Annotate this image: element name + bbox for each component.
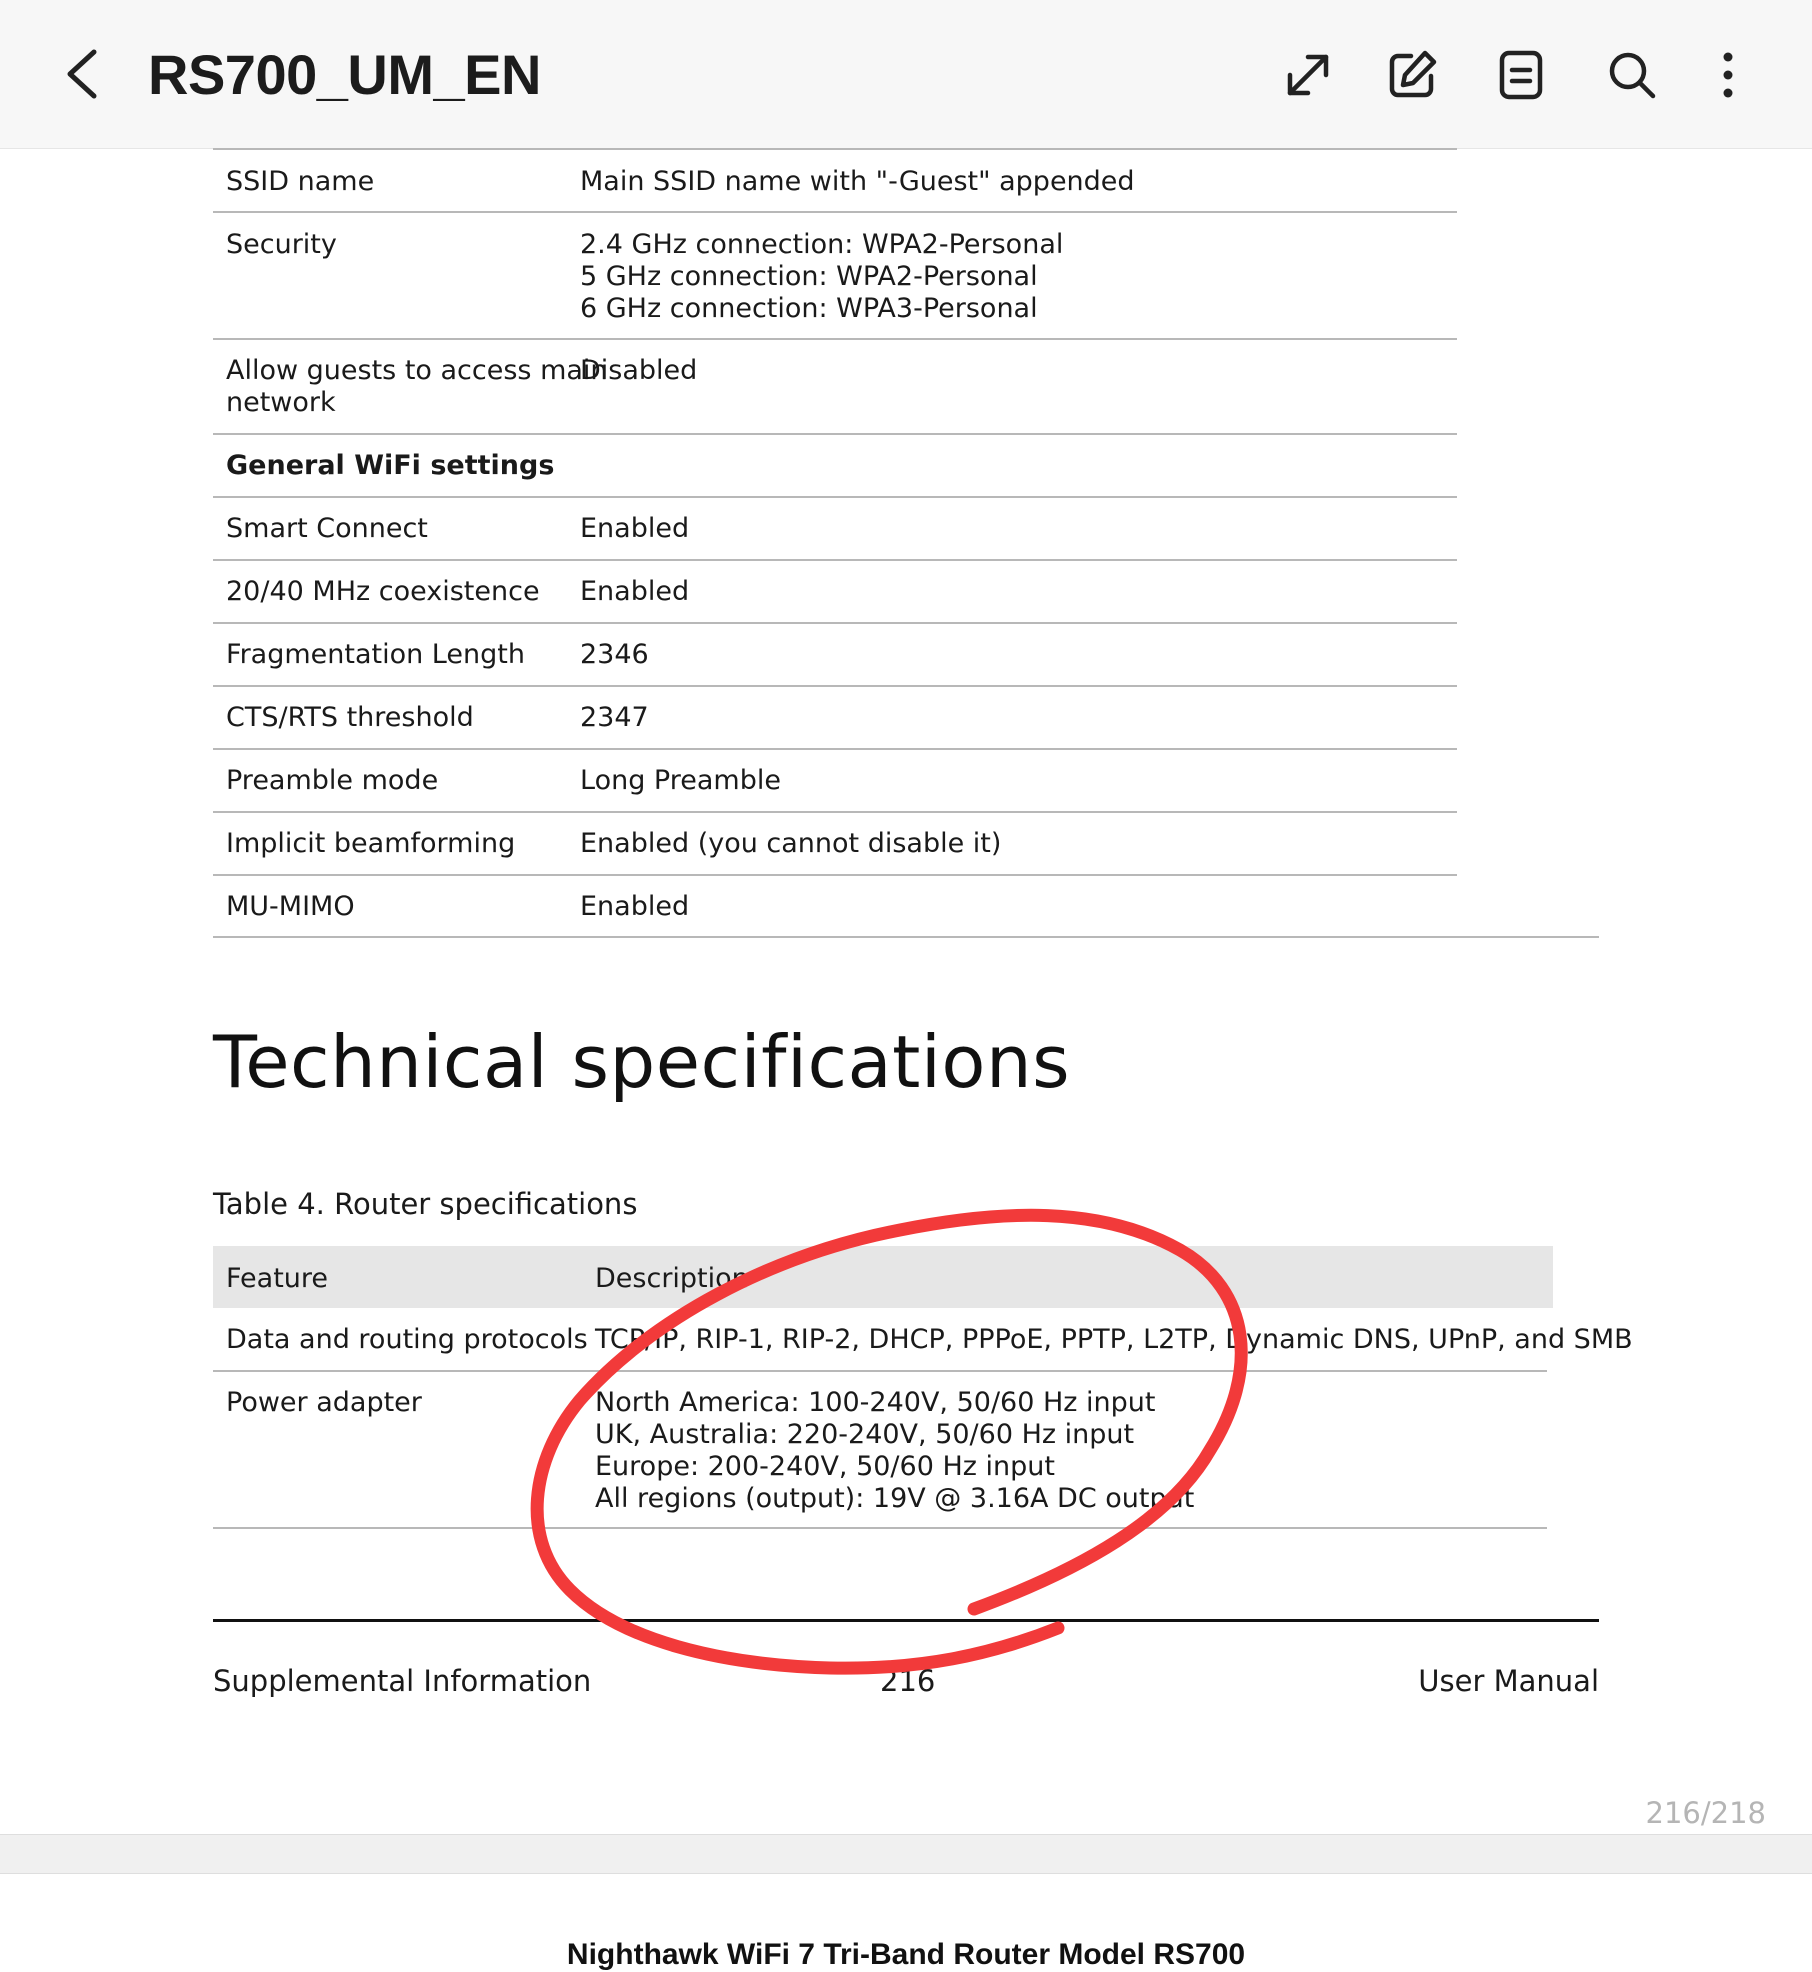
column-header-feature: Feature	[226, 1263, 329, 1294]
setting-value: 2346	[580, 639, 649, 670]
table-rule	[213, 496, 1457, 498]
table-rule	[213, 1370, 1547, 1372]
table-rule	[213, 148, 1457, 150]
footer-page-number: 216	[880, 1664, 936, 1698]
table-rule	[213, 559, 1457, 561]
app-bar	[0, 0, 1812, 149]
notes-icon[interactable]	[1493, 47, 1549, 103]
table-rule	[213, 685, 1457, 687]
setting-label: CTS/RTS threshold	[226, 702, 474, 733]
setting-label: Preamble mode	[226, 765, 439, 796]
setting-label: Implicit beamforming	[226, 828, 516, 859]
page-separator	[0, 1834, 1812, 1874]
spec-description: North America: 100-240V, 50/60 Hz input UK, Australia: 220-240V, 50/60 Hz input Europe: 200-240V, 50/60 Hz input All regions (output): 19V @ 3.16A DC output	[595, 1387, 1195, 1514]
section-row-heading: General WiFi settings	[226, 450, 555, 481]
table-rule	[213, 874, 1457, 876]
spec-feature: Power adapter	[226, 1387, 422, 1418]
setting-value: Enabled	[580, 891, 690, 922]
setting-value: Enabled (you cannot disable it)	[580, 828, 1002, 859]
setting-value: 2347	[580, 702, 649, 733]
setting-label: MU-MIMO	[226, 891, 355, 922]
setting-value: Long Preamble	[580, 765, 781, 796]
setting-value: Disabled	[580, 355, 698, 386]
table-rule	[213, 622, 1457, 624]
back-chevron-icon[interactable]	[58, 44, 118, 104]
table-header	[213, 1246, 1553, 1308]
setting-label: 20/40 MHz coexistence	[226, 576, 540, 607]
table-rule	[213, 433, 1457, 435]
next-page-title: Nighthawk WiFi 7 Tri-Band Router Model RS700	[566, 1938, 1246, 1971]
spec-description: TCP/IP, RIP-1, RIP-2, DHCP, PPPoE, PPTP, L2TP, Dynamic DNS, UPnP, and SMB	[595, 1324, 1633, 1355]
setting-value: 2.4 GHz connection: WPA2-Personal 5 GHz connection: WPA2-Personal 6 GHz connection: WPA3-Personal	[580, 229, 1064, 324]
table-rule	[213, 936, 1599, 938]
setting-value: Enabled	[580, 576, 690, 607]
setting-label: Fragmentation Length	[226, 639, 525, 670]
more-vert-icon[interactable]	[1700, 47, 1756, 103]
setting-label: Smart Connect	[226, 513, 428, 544]
setting-value: Enabled	[580, 513, 690, 544]
table-rule	[213, 211, 1457, 213]
edit-icon[interactable]	[1384, 47, 1440, 103]
spec-feature: Data and routing protocols	[226, 1324, 588, 1355]
expand-icon[interactable]	[1280, 47, 1336, 103]
setting-label: Allow guests to access main network	[226, 355, 608, 418]
table-rule	[213, 1527, 1547, 1529]
page-indicator: 216/218	[1645, 1796, 1766, 1830]
search-icon[interactable]	[1604, 47, 1660, 103]
section-heading: Technical specifications	[213, 1020, 1071, 1104]
footer-left: Supplemental Information	[213, 1664, 592, 1698]
table-rule	[213, 811, 1457, 813]
setting-label: Security	[226, 229, 337, 260]
table-rule	[213, 338, 1457, 340]
document-title: RS700_UM_EN	[148, 43, 541, 106]
column-header-description: Description	[595, 1263, 749, 1294]
footer-rule	[213, 1619, 1599, 1622]
table-caption: Table 4. Router specifications	[213, 1187, 638, 1221]
footer-right: User Manual	[1418, 1664, 1599, 1698]
setting-value: Main SSID name with "-Guest" appended	[580, 166, 1135, 197]
table-rule	[213, 748, 1457, 750]
setting-label: SSID name	[226, 166, 375, 197]
